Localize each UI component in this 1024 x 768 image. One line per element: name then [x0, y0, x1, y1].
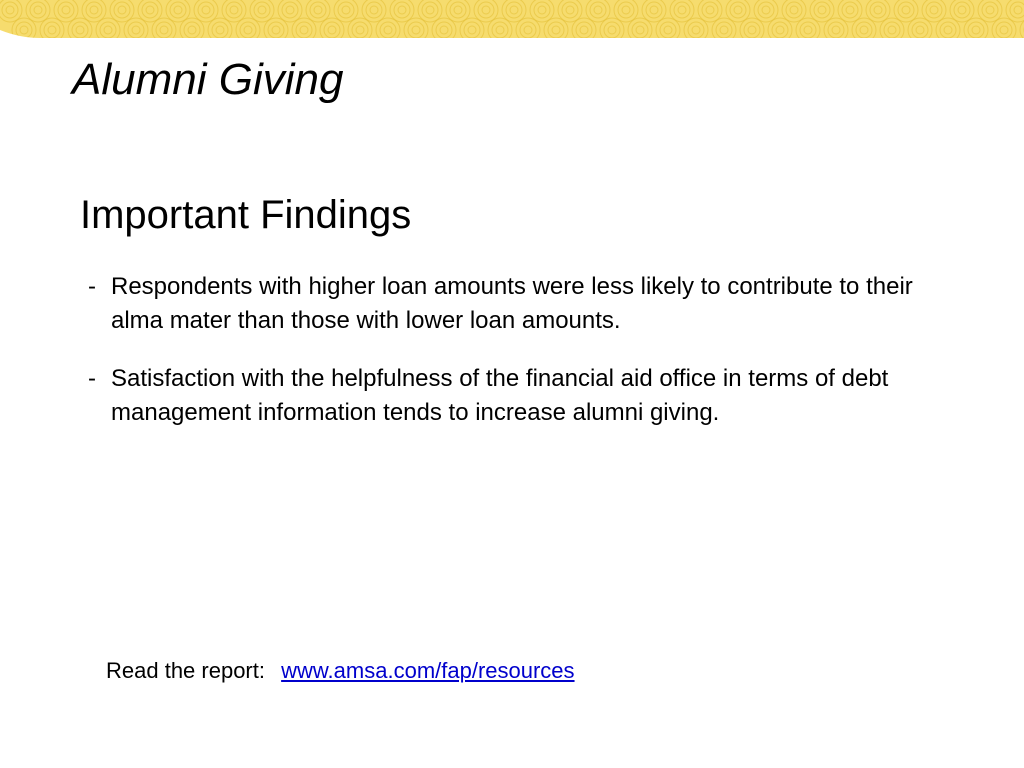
report-line [106, 654, 575, 688]
dash-bullet: - [88, 365, 96, 392]
finding-item [88, 362, 928, 430]
section-subtitle: Important Findings [80, 193, 412, 237]
finding-item [88, 270, 928, 338]
report-link[interactable]: www.amsa.com/fap/resources [281, 658, 575, 683]
findings-list [88, 270, 928, 454]
finding-text: Respondents with higher loan amounts were less likely to contribute to their alma mater than those with lower loan amounts. [111, 273, 913, 334]
report-label: Read the report: [106, 658, 265, 683]
swirl-pattern [0, 0, 1024, 40]
slide-title: Alumni Giving [72, 55, 344, 104]
decorative-swirl-band [0, 0, 1024, 40]
finding-text: Satisfaction with the helpfulness of the financial aid office in terms of debt management information tends to increase alumni giving. [111, 365, 889, 426]
dash-bullet: - [88, 273, 96, 300]
